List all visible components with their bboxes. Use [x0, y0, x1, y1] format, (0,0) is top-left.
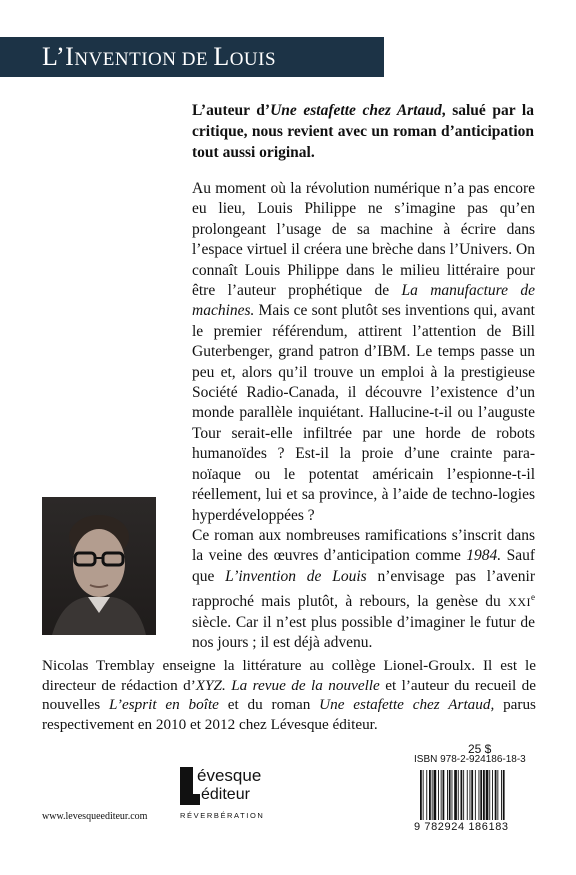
author-bio: [42, 656, 536, 734]
publisher-logo: [180, 767, 290, 827]
publisher-sub: éditeur: [201, 786, 250, 803]
bio-title-ref: Une estafette chez Artaud,: [319, 696, 495, 713]
synopsis-text: Mais ce sont plutôt ses inventions qui, avant le premier référendum, attirent l’attention de Bill Guterbenger, grand patron d’IBM. Le temps passe un peu et, alors qu’il trouve un emploi à la prestigieuse Société Radio-Canada, il découvre l’existence d’un monde parallèle inquiétant. Hallucine-t-il ou l’auguste Tour serait-elle infiltrée par une horde de robots humanoïdes ? Est-il la proie d’une crainte para-noïaque ou le potentat américain l’espionne-t-il réellement, lui et sa province, à l’aide de techno-logies hyperdéveloppées ?: [192, 302, 535, 524]
synopsis-title-ref: L’invention de Louis: [225, 567, 367, 585]
synopsis-paragraph-1: [192, 179, 535, 526]
author-photo: [42, 497, 156, 635]
century-suffix: e: [531, 592, 535, 603]
synopsis-text: Au moment où la révolution numérique n’a pas encore eu lieu, Louis Philippe ne s’imagine pas qu’en prolongeant l’usage de sa machine à écrire dans l’espace virtuel il créera une brèche dans l’Univers. On connaît Louis Philippe dans le milieu littéraire pour être l’auteur prophétique de: [192, 180, 535, 300]
synopsis: [192, 179, 535, 654]
bio-text: et du roman: [218, 696, 320, 713]
synopsis-text: Ce roman aux nombreuses ramifications s’inscrit dans la veine des œuvres d’anticipation comme: [192, 526, 535, 565]
title-part: L’: [42, 42, 66, 71]
intro-blurb: [192, 100, 534, 163]
title-part: NVENTION DE: [74, 49, 214, 70]
bio-text: Nicolas Tremblay enseigne la littérature au collège Lionel-Groulx. Il est le directeur de rédaction d’: [42, 657, 536, 694]
isbn: ISBN 978-2-924186-18-3: [414, 754, 526, 765]
publisher-imprint: RÉVERBÉRATION: [180, 811, 265, 820]
bio-text: parus respectivement en 2010 et 2012 chez Lévesque éditeur.: [42, 696, 536, 733]
bio-title-ref: L’esprit en boîte: [109, 696, 219, 713]
title-part: L: [213, 42, 230, 71]
intro-text: L’auteur d’: [192, 102, 271, 119]
book-title: [42, 43, 276, 74]
title-band: [0, 37, 384, 77]
title-part: I: [65, 42, 75, 71]
bio-text: et l’auteur du recueil de nouvelles: [42, 676, 536, 713]
barcode-number: 9 782924 186183: [414, 821, 509, 833]
century-numeral: XXI: [508, 595, 531, 610]
synopsis-text: siècle. Car il n’est plus possible d’imaginer le futur de nos jours ; il est déjà advenu.: [192, 613, 535, 652]
synopsis-text: n’envisage pas l’avenir rapproché mais plutôt, à rebours, la genèse du: [192, 567, 535, 611]
title-part: OUIS: [229, 49, 277, 70]
synopsis-text: Sauf que: [192, 547, 535, 585]
publisher-name: évesque: [197, 766, 262, 785]
publisher-website[interactable]: www.levesqueediteur.com: [42, 811, 148, 822]
barcode: [418, 770, 534, 820]
intro-title-ref: Une estafette chez Artaud: [270, 102, 442, 119]
logo-l-foot: [180, 794, 200, 805]
price: 25 $: [468, 742, 492, 756]
synopsis-paragraph-2: [192, 526, 535, 654]
synopsis-title-ref: 1984.: [466, 547, 502, 565]
synopsis-title-ref: La manufacture de machines.: [192, 282, 535, 320]
intro-text: , salué par la critique, nous revient avec un roman d’anticipation tout aussi original.: [192, 102, 534, 161]
bio-title-ref: XYZ. La revue de la nouvelle: [195, 676, 380, 694]
